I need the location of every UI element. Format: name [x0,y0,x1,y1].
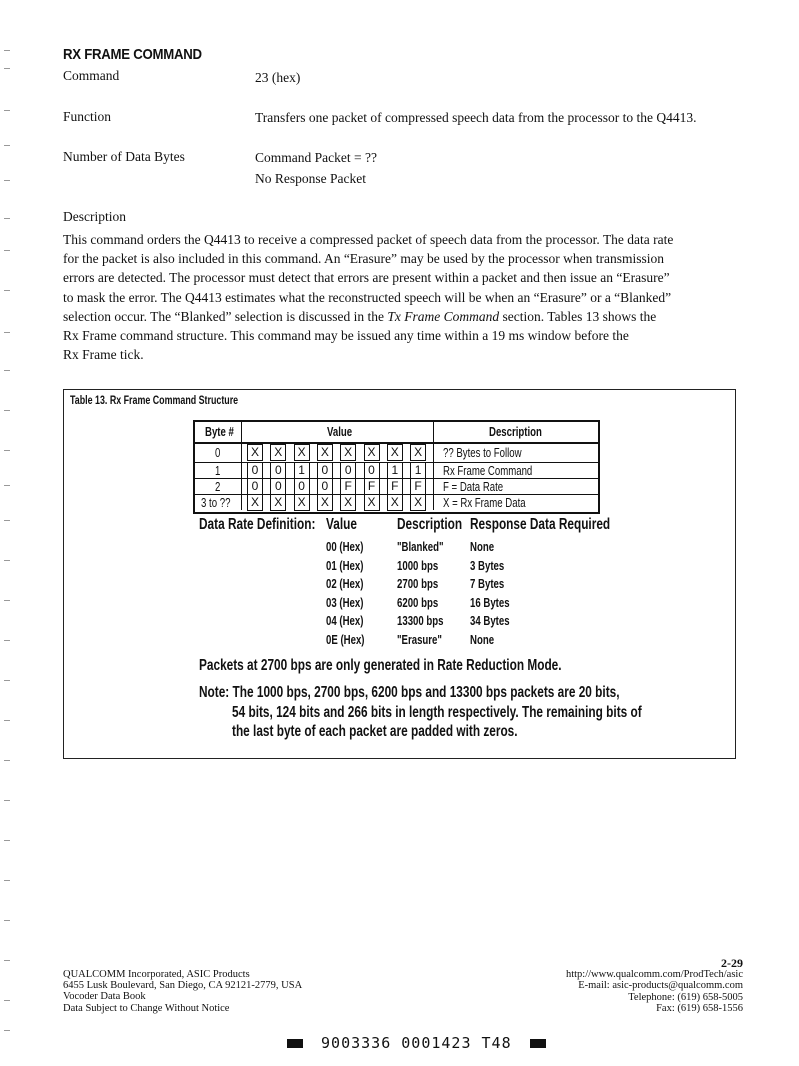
bit-cell: X [317,494,333,511]
description-line: This command orders the Q4413 to receive a compressed packet of speech data from the processor. The data rate [63,232,674,247]
bit-cell: X [294,444,310,461]
footer-address: 6455 Lusk Boulevard, San Diego, CA 92121-2779, USA [63,980,303,992]
bit-cell: X [410,494,426,511]
bit-cell: 0 [317,478,333,495]
footer-company: QUALCOMM Incorporated, ASIC Products [63,969,250,980]
command-value: 23 (hex) [255,70,301,85]
rate-response: None [470,632,495,647]
rate-response: 16 Bytes [470,594,510,610]
footer-notice: Data Subject to Change Without Notice [63,1002,230,1014]
function-value: Transfers one packet of compressed speech data from the processor to the Q4413. [255,110,697,125]
row-description: Rx Frame Command [443,463,533,478]
description-line: errors are detected. The processor must detect that errors are present within a packet and then issue an “Erasure” [63,270,670,286]
rate-description: "Blanked" [397,539,444,554]
footer-email: E-mail: asic-products@qualcomm.com [578,980,743,992]
byte-number: 3 to ?? [201,495,231,510]
page-number: 2-29 [721,956,743,970]
rate-value: 00 (Hex) [326,539,364,554]
bit-cell: X [387,494,403,511]
row-description: F = Data Rate [443,479,504,494]
bit-cell: F [340,478,356,495]
bit-cell: X [364,494,380,511]
rate-value: 0E (Hex) [326,632,365,647]
description-line: selection occur. The “Blanked” selection is discussed in the Tx Frame Command section. Tables 13 shows the [63,308,657,324]
rate-value: 03 (Hex) [326,594,364,610]
bit-cell: 1 [294,462,310,479]
rate-description: 13300 bps [397,613,444,629]
note-line: 54 bits, 124 bits and 266 bits in length respectively. The remaining bits of [232,704,642,721]
bit-cell: 0 [247,462,263,479]
data-bytes-label: Number of Data Bytes [63,149,185,164]
byte-number: 0 [215,445,221,460]
bit-cell: X [340,494,356,511]
header-description: Description [489,424,542,439]
description-body [63,230,743,364]
bit-cell: 0 [294,478,310,495]
note-line: Note: The 1000 bps, 2700 bps, 6200 bps and 13300 bps packets are 20 bits, [199,684,620,701]
bit-cell: X [270,444,286,461]
rate-value: 01 (Hex) [326,557,364,573]
bit-cell: F [364,478,380,495]
bit-cell: F [387,478,403,495]
description-line: Rx Frame command structure. This command may be issued any time within a 19 ms window before the [63,328,629,344]
rate-response: 34 Bytes [470,613,510,629]
barcode-text: 9003336 0001423 T48 [321,1034,512,1052]
scan-edge-marks [4,40,14,1040]
description-line: to mask the error. The Q4413 estimates what the reconstructed speech will be when an “Erasure” or a “Blanked” [63,289,672,305]
rate-value: 02 (Hex) [326,576,364,592]
bit-cell: F [410,478,426,495]
bit-cell: X [317,444,333,461]
byte-number: 1 [215,463,221,478]
bit-cell: X [247,444,263,461]
command-label: Command [63,68,120,83]
bit-cell: 0 [364,462,380,479]
bit-cell: 0 [340,462,356,479]
barcode-block-left [287,1039,303,1048]
bit-cell: X [294,494,310,511]
rate-response: None [470,539,495,554]
bit-cell: X [387,444,403,461]
italic-reference: Tx Frame Command [387,308,500,324]
bit-cell: X [340,444,356,461]
section-title: RX FRAME COMMAND [63,46,202,63]
rate-header-response: Response Data Required [470,516,611,533]
bit-cell: 0 [247,478,263,495]
rate-response: 7 Bytes [470,576,505,592]
data-bytes-value-2: No Response Packet [255,171,366,186]
footer-url: http://www.qualcomm.com/ProdTech/asic [565,969,743,981]
bit-cell: 1 [387,462,403,479]
bit-cell: X [410,444,426,461]
rate-response: 3 Bytes [470,557,505,573]
description-heading: Description [63,209,126,224]
bit-cell: X [247,494,263,511]
rate-description: 1000 bps [397,557,439,573]
barcode-block-right [530,1039,546,1048]
footer-book: Vocoder Data Book [63,991,146,1003]
footer-right [566,958,743,1014]
header-value: Value [327,424,353,439]
byte-number: 2 [215,479,221,494]
rate-value: 04 (Hex) [326,613,364,629]
function-label: Function [63,109,112,124]
footer-left [63,969,302,1014]
barcode [287,1034,546,1052]
description-line: Rx Frame tick. [63,347,144,363]
bit-cell: X [364,444,380,461]
rate-definition-label: Data Rate Definition: [199,516,316,533]
footer-telephone: Telephone: (619) 658-5005 [628,991,743,1003]
command-structure-table [193,420,600,514]
bit-cell: 0 [270,478,286,495]
rate-header-description: Description [397,516,463,533]
rate-description: "Erasure" [397,632,442,647]
note-line: the last byte of each packet are padded with zeros. [232,723,518,740]
bit-cell: 1 [410,462,426,479]
table-caption: Table 13. Rx Frame Command Structure [70,393,239,407]
description-line: for the packet is also included in this command. An “Erasure” may be used by the processor when transmission [63,251,664,267]
data-bytes-value: Command Packet = ?? [255,150,377,165]
footer-fax: Fax: (619) 658-1556 [656,1002,743,1014]
row-description: ?? Bytes to Follow [443,445,522,460]
bit-cell: 0 [317,462,333,479]
bit-cell: 0 [270,462,286,479]
header-byte: Byte # [205,424,234,439]
packets-note: Packets at 2700 bps are only generated in Rate Reduction Mode. [199,657,562,674]
rate-description: 2700 bps [397,576,439,592]
rate-header-value: Value [326,516,357,533]
row-description: X = Rx Frame Data [443,495,526,510]
rate-description: 6200 bps [397,594,439,610]
bit-cell: X [270,494,286,511]
